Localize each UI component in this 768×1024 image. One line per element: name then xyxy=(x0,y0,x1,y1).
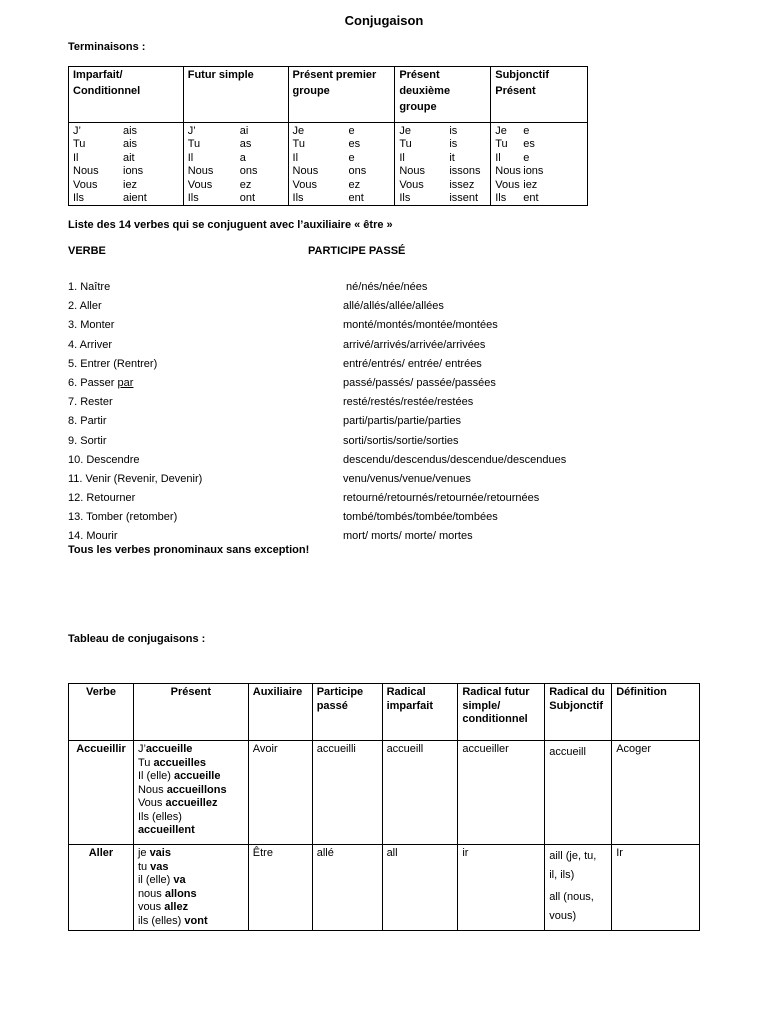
present-conjugation xyxy=(133,845,248,931)
conjugated-form: vais xyxy=(149,847,171,859)
ending-line xyxy=(188,125,284,138)
participle-item: né/nés/née/nées xyxy=(343,281,428,293)
conjugated-form: accueille xyxy=(145,743,193,755)
radical-futur-value: ir xyxy=(458,845,545,931)
ending: ons xyxy=(348,165,367,178)
verb-label: 11. Venir (Revenir, Devenir) xyxy=(68,472,203,485)
conjugation-line xyxy=(138,770,244,784)
col-verbe-heading: VERBE xyxy=(68,245,106,257)
pronoun: Nous xyxy=(399,165,425,178)
pronoun: Tu xyxy=(187,138,201,151)
pronoun: tu xyxy=(137,860,151,873)
verb-item xyxy=(68,278,202,297)
term-header-subjonctif: Subjonctif Présent xyxy=(491,67,588,123)
subjunctive-radical: accueill xyxy=(549,746,586,758)
verb-label: 3. Monter xyxy=(68,319,115,332)
conjugation-header-row xyxy=(69,684,700,741)
tableau-heading: Tableau de conjugaisons : xyxy=(68,633,206,645)
ending: a xyxy=(239,151,246,164)
pronoun: Il xyxy=(399,151,405,164)
conjugated-form: vont xyxy=(184,914,208,927)
term-cell-present1 xyxy=(288,123,395,206)
ending-line xyxy=(293,125,391,138)
term-header-present2: Présent deuxième groupe xyxy=(395,67,491,123)
conjugation-line xyxy=(138,824,244,838)
pronoun: Il xyxy=(495,151,501,164)
ending: as xyxy=(239,138,252,151)
page-title: Conjugaison xyxy=(344,13,424,28)
ending-line xyxy=(188,138,284,151)
ending-line xyxy=(73,179,179,192)
ending-line xyxy=(188,152,284,165)
pronoun: Ils xyxy=(495,192,507,205)
conjugation-line xyxy=(138,847,244,861)
verb-name: Accueillir xyxy=(69,741,134,845)
pronoun: Il xyxy=(187,151,194,164)
pronoun: Ils xyxy=(292,192,304,205)
ending-line xyxy=(73,165,179,178)
terminaisons-body-row xyxy=(69,123,588,206)
conjugation-table xyxy=(68,683,700,931)
participle-item: tombé/tombés/tombée/tombées xyxy=(343,511,498,524)
conjugation-line xyxy=(138,757,244,771)
ending-line xyxy=(495,179,583,192)
ending: ions xyxy=(523,165,544,178)
conjugation-row-aller xyxy=(69,845,700,931)
verb-label: 13. Tomber (retomber) xyxy=(68,511,178,524)
pronoun: Ils (elles) xyxy=(137,810,185,823)
terminaisons-heading: Terminaisons : xyxy=(68,41,146,53)
ending: is xyxy=(449,125,458,137)
header-auxiliaire: Auxiliaire xyxy=(248,684,312,741)
ending: ez xyxy=(348,178,361,191)
auxiliaire-value: Avoir xyxy=(248,741,312,845)
ending-line xyxy=(188,165,284,178)
verb-label-underlined: par xyxy=(117,376,134,389)
conjugated-form: accueilles xyxy=(153,756,207,769)
verb-item xyxy=(68,508,202,527)
pronoun: Vous xyxy=(137,797,166,809)
ending: es xyxy=(523,138,535,151)
terminaisons-header-row xyxy=(69,67,588,123)
conjugation-line xyxy=(138,811,244,825)
pronominal-note: Tous les verbes pronominaux sans exception! xyxy=(68,544,310,556)
verb-item xyxy=(68,297,202,316)
ending-line xyxy=(293,152,391,165)
term-header-imparfait: Imparfait/ Conditionnel xyxy=(69,67,184,123)
pronoun: il (elle) xyxy=(137,874,174,886)
verb-label: 8. Partir xyxy=(68,415,107,428)
pronoun: Vous xyxy=(73,178,98,191)
conjugation-line xyxy=(138,915,244,929)
conjugated-form: accueillent xyxy=(137,824,195,836)
term-cell-present2 xyxy=(395,123,491,206)
verb-list xyxy=(68,278,202,547)
pronoun: Il xyxy=(292,151,299,164)
ending: iez xyxy=(123,178,138,191)
ending-line xyxy=(399,138,486,151)
participle-item: passé/passés/ passée/passées xyxy=(343,376,496,389)
verb-label: 5. Entrer (Rentrer) xyxy=(68,357,158,370)
pronoun: Nous xyxy=(137,783,167,796)
verb-label: 4. Arriver xyxy=(68,338,113,351)
participle-item: monté/montés/montée/montées xyxy=(343,319,498,332)
ending-line xyxy=(495,125,583,138)
verb-item xyxy=(68,489,202,508)
pronoun: Je xyxy=(399,125,411,137)
pronoun: Vous xyxy=(187,178,213,191)
verb-item xyxy=(68,451,202,470)
definition-value: Ir xyxy=(612,845,700,931)
pronoun: Nous xyxy=(187,165,214,178)
conjugated-form: accueillez xyxy=(165,797,218,809)
pronoun: ils (elles) xyxy=(137,914,185,927)
ending: ions xyxy=(123,165,144,178)
ending: ai xyxy=(239,125,249,137)
radical-imparfait-value: accueill xyxy=(382,741,458,845)
pronoun: J’ xyxy=(137,743,146,755)
ending-line xyxy=(188,179,284,192)
ending-line xyxy=(293,138,391,151)
header-radical-subjonctif: Radical du Subjonctif xyxy=(545,684,612,741)
verb-label: 2. Aller xyxy=(68,300,102,313)
pronoun: Tu xyxy=(73,138,86,151)
pronoun: Tu xyxy=(137,756,154,769)
conjugation-line xyxy=(138,797,244,811)
ending: ons xyxy=(239,165,258,178)
pronoun: Nous xyxy=(73,165,99,178)
pronoun: Vous xyxy=(399,178,424,191)
verb-label: 12. Retourner xyxy=(68,492,136,505)
subjunctive-radical: all (nous, vous) xyxy=(549,891,594,922)
ending: iez xyxy=(523,178,538,191)
verb-item xyxy=(68,374,202,393)
ending: e xyxy=(348,151,355,164)
participle-item: descendu/descendus/descendue/descendues xyxy=(343,453,567,466)
ending-line xyxy=(73,125,179,138)
header-radical-futur: Radical futur simple/ conditionnel xyxy=(458,684,545,741)
ending-line xyxy=(495,165,583,178)
ending-line xyxy=(73,152,179,165)
subjunctive-radical: aill (je, tu, il, ils) xyxy=(549,850,597,881)
participe-value: accueilli xyxy=(312,741,382,845)
present-conjugation xyxy=(133,741,248,845)
verb-label: 14. Mourir xyxy=(68,530,118,543)
participle-item: venu/venus/venue/venues xyxy=(343,472,471,485)
auxiliaire-value: Être xyxy=(248,845,312,931)
pronoun: Tu xyxy=(292,138,305,151)
verb-item xyxy=(68,316,202,335)
ending: is xyxy=(449,138,458,151)
col-participe-heading: PARTICIPE PASSÉ xyxy=(308,245,406,257)
pronoun: Nous xyxy=(495,165,521,178)
ending-line xyxy=(293,165,391,178)
definition-value: Acoger xyxy=(612,741,700,845)
term-cell-futur xyxy=(183,123,288,206)
radical-futur-value: accueiller xyxy=(458,741,545,845)
conjugated-form: accueille xyxy=(174,770,221,782)
pronoun: Je xyxy=(292,125,305,137)
pronoun: vous xyxy=(137,901,165,913)
participle-item: arrivé/arrivés/arrivée/arrivées xyxy=(343,338,486,351)
conjugated-form: accueillons xyxy=(166,783,227,796)
ending-line xyxy=(73,138,179,151)
conjugation-row-accueillir xyxy=(69,741,700,845)
verb-label: 7. Rester xyxy=(68,396,113,409)
ending: issent xyxy=(449,192,479,205)
ending-line xyxy=(399,152,486,165)
header-present: Présent xyxy=(133,684,248,741)
ending: ait xyxy=(123,151,135,164)
conjugation-line xyxy=(138,874,244,888)
radical-imparfait-value: all xyxy=(382,845,458,931)
ending: ent xyxy=(523,192,539,205)
ending: ez xyxy=(239,178,252,191)
ending-line xyxy=(73,192,179,205)
conjugated-form: va xyxy=(173,874,186,886)
pronoun: Tu xyxy=(495,138,508,151)
pronoun: Il (elle) xyxy=(137,770,174,782)
ending: issez xyxy=(449,178,475,191)
term-cell-imparfait xyxy=(69,123,184,206)
verb-item xyxy=(68,393,202,412)
pronoun: Tu xyxy=(399,138,412,151)
participle-item: resté/restés/restée/restées xyxy=(343,396,474,409)
conjugated-form: allons xyxy=(164,887,197,900)
ending: ent xyxy=(348,192,364,205)
pronoun: Ils xyxy=(187,192,199,205)
participle-item: retourné/retournés/retournée/retournées xyxy=(343,492,540,505)
ending: e xyxy=(523,125,530,137)
radical-subjonctif-value xyxy=(545,845,612,931)
participle-item: entré/entrés/ entrée/ entrées xyxy=(343,357,482,370)
pronoun: Ils xyxy=(399,192,411,205)
conjugated-form: vas xyxy=(150,860,169,873)
participle-item: parti/partis/partie/parties xyxy=(343,415,461,428)
conjugated-form: allez xyxy=(164,901,189,913)
participle-item: allé/allés/allée/allées xyxy=(343,300,444,313)
pronoun: Vous xyxy=(495,178,520,191)
ending: e xyxy=(348,125,355,137)
conjugation-line xyxy=(138,784,244,798)
header-verbe: Verbe xyxy=(69,684,134,741)
verb-label: 1. Naître xyxy=(68,281,111,293)
ending-line xyxy=(293,192,391,205)
pronoun: Nous xyxy=(292,165,319,178)
conjugation-line xyxy=(138,888,244,902)
pronoun: J’ xyxy=(73,125,81,137)
ending-line xyxy=(399,125,486,138)
ending-line xyxy=(495,192,583,205)
conjugation-line xyxy=(138,743,244,757)
pronoun: J’ xyxy=(187,125,196,137)
ending: es xyxy=(348,138,361,151)
ending: e xyxy=(523,151,530,164)
verb-item xyxy=(68,412,202,431)
ending-line xyxy=(188,192,284,205)
pronoun: Je xyxy=(495,125,507,137)
participe-value: allé xyxy=(312,845,382,931)
participle-list xyxy=(343,278,566,547)
term-header-futur: Futur simple xyxy=(183,67,288,123)
verb-item xyxy=(68,470,202,489)
term-cell-subjonctif xyxy=(491,123,588,206)
pronoun: Vous xyxy=(292,178,317,191)
ending: ont xyxy=(239,192,256,205)
conjugation-line xyxy=(138,861,244,875)
term-header-present1: Présent premier groupe xyxy=(288,67,395,123)
pronoun: Ils xyxy=(73,192,84,205)
ending-line xyxy=(495,138,583,151)
terminaisons-table xyxy=(68,66,588,206)
ending-line xyxy=(399,179,486,192)
verb-label: 10. Descendre xyxy=(68,453,140,466)
participle-item: sorti/sortis/sortie/sorties xyxy=(343,434,459,447)
conjugation-line xyxy=(138,901,244,915)
ending-line xyxy=(293,179,391,192)
ending: ais xyxy=(123,125,138,137)
verb-item xyxy=(68,432,202,451)
pronoun: Il xyxy=(73,151,79,164)
ending: it xyxy=(449,151,455,164)
header-participe: Participe passé xyxy=(312,684,382,741)
verb-item xyxy=(68,355,202,374)
ending-line xyxy=(399,165,486,178)
ending: aient xyxy=(123,192,147,205)
ending: ais xyxy=(123,138,138,151)
liste-heading: Liste des 14 verbes qui se conjuguent avec l’auxiliaire « être » xyxy=(68,219,393,231)
verb-label: 6. Passer xyxy=(68,376,118,389)
ending-line xyxy=(495,152,583,165)
verb-label: 9. Sortir xyxy=(68,434,107,447)
participle-item: mort/ morts/ morte/ mortes xyxy=(343,530,473,543)
verb-name: Aller xyxy=(69,845,134,931)
header-radical-imparfait: Radical imparfait xyxy=(382,684,458,741)
ending-line xyxy=(399,192,486,205)
pronoun: nous xyxy=(137,887,165,900)
radical-subjonctif-value xyxy=(545,741,612,845)
ending: issons xyxy=(449,165,481,178)
verb-item xyxy=(68,336,202,355)
pronoun: je xyxy=(137,847,150,859)
header-definition: Définition xyxy=(612,684,700,741)
